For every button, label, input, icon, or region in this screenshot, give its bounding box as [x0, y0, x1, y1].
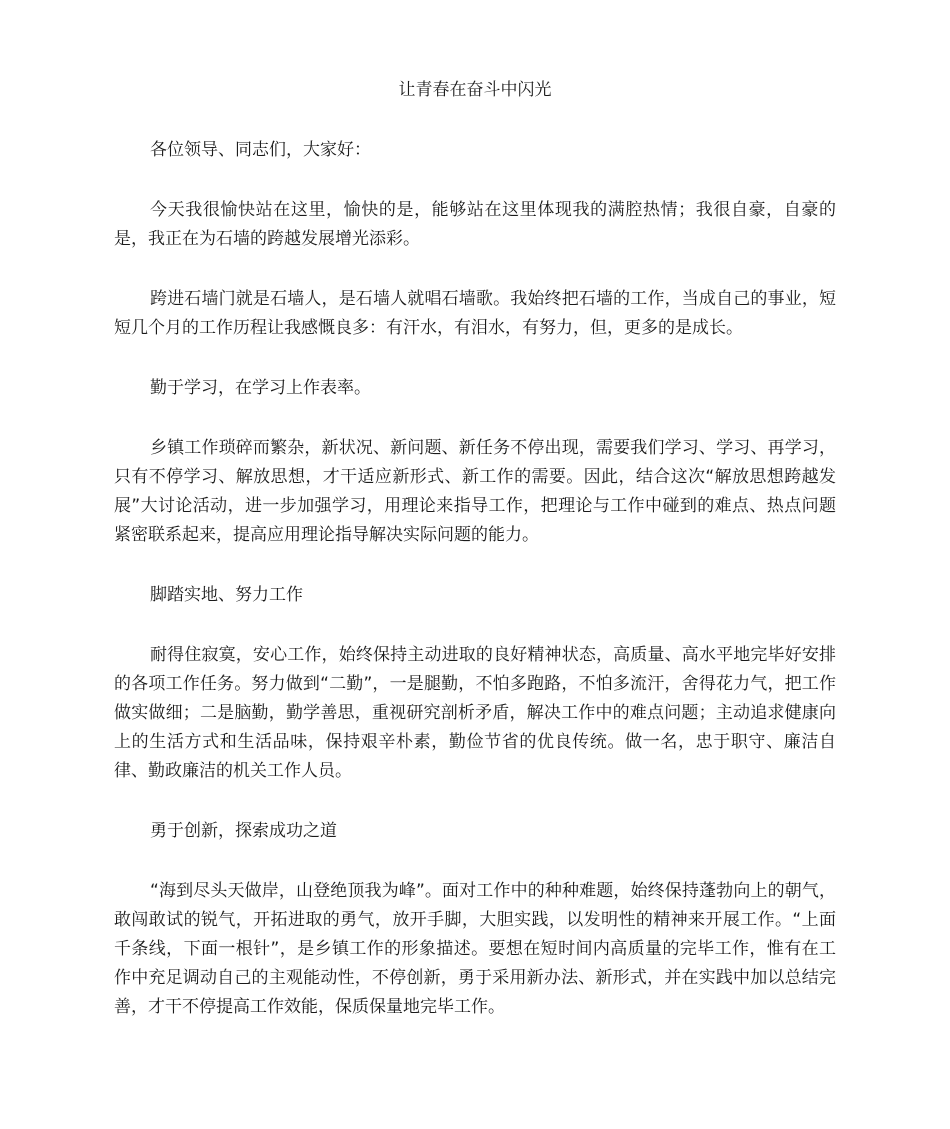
section-heading-innovation: 勇于创新，探索成功之道: [150, 821, 337, 841]
section-heading-study: 勤于学习，在学习上作表率。: [150, 378, 371, 398]
paragraph-greeting: 各位领导、同志们，大家好：: [150, 140, 371, 160]
section-heading-work: 脚踏实地、努力工作: [150, 585, 303, 605]
paragraph-intro: 今天我很愉快站在这里，愉快的是，能够站在这里体现我的满腔热情；我很自豪，自豪的是，我正在为石墙的跨越发展增光添彩。: [114, 200, 836, 249]
paragraph-work: 耐得住寂寞，安心工作，始终保持主动进取的良好精神状态，高质量、高水平地完毕好安排的各项工作任务。努力做到“二勤”，一是腿勤，不怕多跑路，不怕多流汗，舍得花力气，把工作做实做细；二是脑勤，勤学善思，重视研究剖析矛盾，解决工作中的难点问题；主动追求健康向上的生活方式和生活品味，保持艰辛朴素，勤俭节省的优良传统。做一名，忠于职守、廉洁自律、勤政廉洁的机关工作人员。: [114, 645, 836, 781]
document-title: 让青春在奋斗中闪光: [398, 80, 552, 100]
document-page: [114, 76, 836, 1022]
paragraph-innovation: “海到尽头天做岸，山登绝顶我为峰”。面对工作中的种种难题，始终保持蓬勃向上的朝气，敢闯敢试的锐气，开拓进取的勇气，放开手脚，大胆实践，以发明性的精神来开展工作。“上面千条线，下面一根针”，是乡镇工作的形象描述。要想在短时间内高质量的完毕工作，惟有在工作中充足调动自己的主观能动性，不停创新，勇于采用新办法、新形式，并在实践中加以总结完善，才干不停提高工作效能，保质保量地完毕工作。: [114, 881, 836, 1017]
paragraph-study: 乡镇工作琐碎而繁杂，新状况、新问题、新任务不停出现，需要我们学习、学习、再学习，只有不停学习、解放思想，才干适应新形式、新工作的需要。因此，结合这次“解放思想跨越发展”大讨论活动，进一步加强学习，用理论来指导工作，把理论与工作中碰到的难点、热点问题紧密联系起来，提高应用理论指导解决实际问题的能力。: [114, 438, 836, 545]
paragraph-career: 跨进石墙门就是石墙人，是石墙人就唱石墙歌。我始终把石墙的工作，当成自己的事业，短短几个月的工作历程让我感慨良多：有汗水，有泪水，有努力，但，更多的是成长。: [114, 289, 836, 338]
